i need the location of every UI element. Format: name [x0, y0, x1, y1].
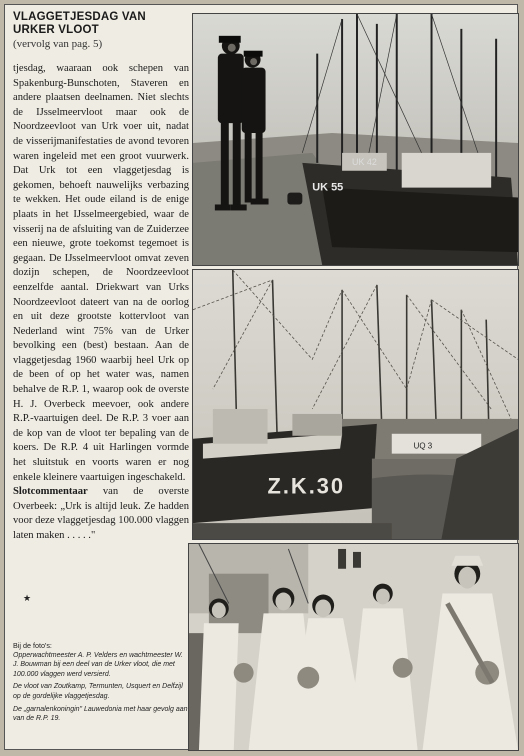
photo-shrimp-queen: [188, 543, 519, 751]
photo-shrimp-queen-image: [189, 544, 518, 750]
caption-photo-1: Opperwachtmeester A. P. Velders en wachtmeester W. J. Bouwman bij een deel van de Urker vloot, die met 100.000 vlaggen werd versierd.: [13, 651, 183, 678]
photo-captions: [13, 641, 189, 727]
closing-text: van de overste Overbeek: „Urk is altijd leuk. Ze hadden voor deze vlaggetjesdag 100.000 vlaggen laten maken . . . . .": [13, 486, 189, 541]
article-title: VLAGGETJESDAG VAN URKER VLOOT: [13, 11, 146, 36]
photo-officers-harbor: [192, 13, 519, 266]
caption-photo-3: De „garnalenkoningin" Lauwedonia met haar gevolg aan van de R.P. 19.: [13, 705, 188, 723]
magazine-page: [4, 4, 518, 750]
article-subtitle: (vervolg van pag. 5): [13, 38, 103, 50]
article-body: [13, 62, 189, 485]
closing-comment: [13, 485, 189, 543]
photo-decorated-fleet-image: [193, 270, 518, 539]
article-column: [13, 11, 189, 544]
captions-title: Bij de foto's:: [13, 641, 52, 650]
star-icon: ★: [23, 594, 32, 604]
caption-photo-2: De vloot van Zoutkamp, Termunten, Usquert en Delfzijl op de gordelijke vlaggetjesdag.: [13, 683, 183, 700]
photo-decorated-fleet: [192, 269, 519, 540]
hull-marking-uk55: UK 55: [312, 181, 344, 194]
photo-officers-harbor-image: [193, 14, 518, 265]
hull-marking-zk30: Z.K.30: [267, 473, 346, 499]
hull-marking-uk42: UK 42: [352, 156, 377, 167]
article-body-text: tjesdag, waaraan ook schepen van Spakenburg-Bunschoten, Staveren en andere plaatsen deelnamen. Niet slechts de IJsselmeervloot maar ook de Noordzeevloot van Urk voer uit, nadat de visserijmanifestaties de avond tevoren waren ingeleid met een groot vuurwerk. Dat Urk tot een vlaggetjesdag is gekomen, behoeft nauwelijks verbazing te wekken. Het oude eiland is de enige plaats in het IJsselmeergebied, waar de visserij na de afsluiting van de Zuiderzee een nieuwe, grote toekomst tegemoet is gegaan. De IJsselmeervloot omvat zeven dozijn schepen, de Noordzeevloot eenzelfde aantal. Driekwart van Urks Noordzeevloot dateert van na de oorlog en uit deze grootste kottervloot van Nederland wint 75% van de Urker bevolking een (best) bestaan. Aan de vlaggetjesdag 1960 waarbij heel Urk op de been of op het water was, namen behalve de R.P. 1, waarop ook de overste H. J. Overbeck meevoer, ook andere R.P.-vaartuigen deel. De R.P. 3 voer aan de kop van de vloot ter bepaling van de koers. De R.P. 4 uit Harlingen vormde het sluitstuk en voorts waren er nog enkele kleinere vaartuigen ingeschakeld.: [13, 63, 189, 483]
hull-marking-uq3: UQ 3: [413, 441, 433, 451]
closing-label: Slotcommentaar: [13, 486, 88, 498]
